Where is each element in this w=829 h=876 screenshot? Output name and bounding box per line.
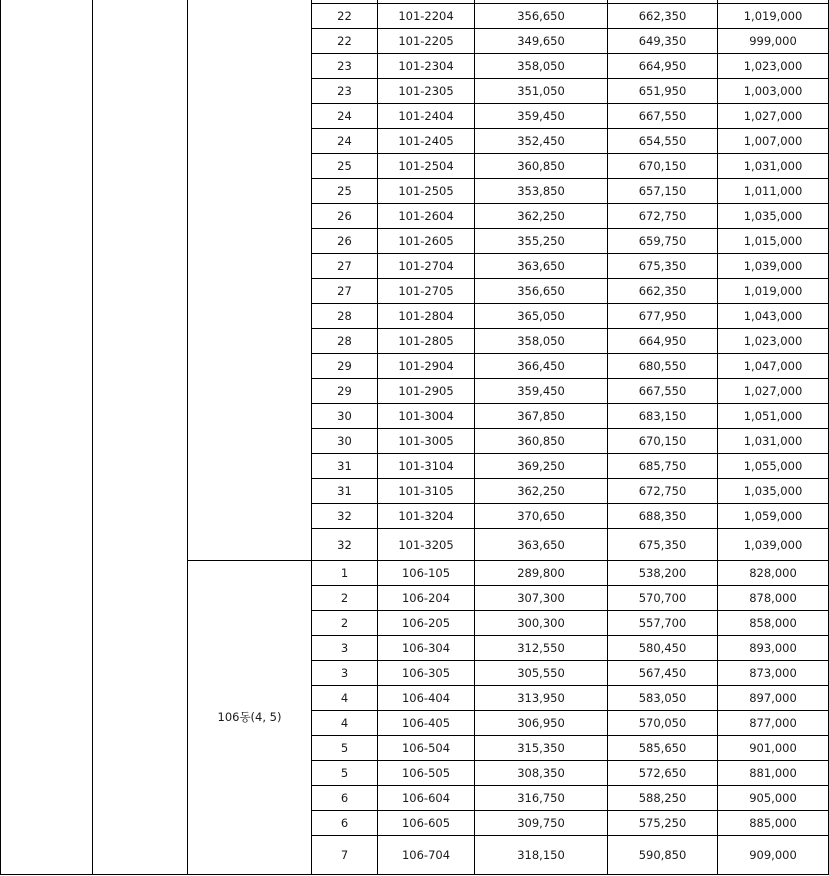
- value-cell-1: 305,550: [517, 666, 565, 680]
- unit-cell: 101-3104: [398, 459, 454, 473]
- unit-cell: 101-3005: [398, 434, 454, 448]
- unit-cell: 101-2204: [398, 9, 454, 23]
- value-cell-2: 538,200: [638, 566, 687, 580]
- value-cell-2: 664,950: [638, 59, 687, 73]
- value-cell-3: 873,000: [749, 666, 797, 680]
- value-cell-3: 905,000: [749, 791, 797, 805]
- value-cell-2: 688,350: [638, 509, 687, 523]
- value-cell-3: 1,051,000: [743, 409, 803, 423]
- value-cell-2: 651,950: [638, 84, 687, 98]
- value-cell-3: 897,000: [749, 691, 797, 705]
- value-cell-2: 580,450: [638, 641, 687, 655]
- unit-cell: 106-605: [401, 816, 451, 830]
- value-cell-2: 662,350: [638, 284, 687, 298]
- value-cell-2: 675,350: [638, 537, 687, 552]
- value-cell-3: 1,039,000: [743, 537, 803, 552]
- unit-cell: 106-704: [401, 848, 451, 862]
- unit-cell: 106-405: [401, 716, 451, 730]
- floor-cell: 23: [337, 59, 352, 73]
- value-cell-2: 664,950: [638, 334, 687, 348]
- value-cell-3: 901,000: [749, 741, 797, 755]
- value-cell-2: 654,550: [638, 134, 687, 148]
- floor-cell: 31: [337, 459, 352, 473]
- value-cell-2: 585,650: [638, 741, 687, 755]
- value-cell-2: 588,250: [638, 791, 687, 805]
- unit-cell: 101-2205: [398, 34, 454, 48]
- value-cell-1: 313,950: [517, 691, 565, 705]
- unit-cell: 101-3205: [398, 537, 454, 552]
- floor-cell: 5: [340, 766, 349, 780]
- value-cell-3: 1,023,000: [743, 334, 803, 348]
- value-cell-1: 308,350: [517, 766, 565, 780]
- floor-cell: 5: [340, 741, 349, 755]
- value-cell-2: 685,750: [638, 459, 687, 473]
- value-cell-3: 1,043,000: [743, 309, 803, 323]
- value-cell-3: 1,027,000: [743, 109, 803, 123]
- unit-cell: 101-2704: [398, 259, 454, 273]
- unit-cell: 106-105: [401, 566, 451, 580]
- unit-cell: 106-204: [401, 591, 451, 605]
- floor-cell: 29: [337, 359, 352, 373]
- unit-cell: 101-2404: [398, 109, 454, 123]
- floor-cell: 27: [337, 259, 352, 273]
- column-divider: [0, 0, 1, 875]
- value-cell-2: 575,250: [638, 816, 687, 830]
- value-cell-2: 667,550: [638, 109, 687, 123]
- floor-cell: 24: [337, 134, 352, 148]
- value-cell-1: 358,050: [517, 334, 565, 348]
- value-cell-1: 362,250: [517, 209, 565, 223]
- value-cell-2: 659,750: [638, 234, 687, 248]
- value-cell-2: 557,700: [638, 616, 687, 630]
- value-cell-1: 363,650: [517, 537, 565, 552]
- value-cell-3: 877,000: [749, 716, 797, 730]
- floor-cell: 4: [340, 716, 349, 730]
- value-cell-1: 367,850: [517, 409, 565, 423]
- floor-cell: 1: [340, 566, 349, 580]
- value-cell-2: 662,350: [638, 9, 687, 23]
- floor-cell: 2: [340, 591, 349, 605]
- value-cell-3: 885,000: [749, 816, 797, 830]
- floor-cell: 26: [337, 234, 352, 248]
- floor-cell: 25: [337, 184, 352, 198]
- column-divider: [92, 0, 93, 875]
- floor-cell: 7: [340, 848, 349, 862]
- value-cell-2: 675,350: [638, 259, 687, 273]
- unit-cell: 101-2304: [398, 59, 454, 73]
- value-cell-3: 909,000: [749, 848, 797, 862]
- unit-cell: 101-2505: [398, 184, 454, 198]
- unit-cell: 101-2705: [398, 284, 454, 298]
- unit-cell: 101-2904: [398, 359, 454, 373]
- value-cell-1: 307,300: [517, 591, 565, 605]
- value-cell-1: 370,650: [517, 509, 565, 523]
- floor-cell: 29: [337, 384, 352, 398]
- value-cell-3: 1,011,000: [743, 184, 803, 198]
- value-cell-3: 1,031,000: [743, 434, 803, 448]
- value-cell-2: 677,950: [638, 309, 687, 323]
- floor-cell: 4: [340, 691, 349, 705]
- value-cell-1: 289,800: [517, 566, 565, 580]
- unit-cell: 106-205: [401, 616, 451, 630]
- value-cell-1: 362,250: [517, 484, 565, 498]
- value-cell-1: 352,450: [517, 134, 565, 148]
- value-cell-1: 316,750: [517, 791, 565, 805]
- value-cell-1: 369,250: [517, 459, 565, 473]
- value-cell-2: 667,550: [638, 384, 687, 398]
- value-cell-3: 858,000: [749, 616, 797, 630]
- value-cell-3: 1,007,000: [743, 134, 803, 148]
- floor-cell: 25: [337, 159, 352, 173]
- floor-cell: 32: [337, 537, 352, 552]
- value-cell-2: 670,150: [638, 434, 687, 448]
- value-cell-3: 1,055,000: [743, 459, 803, 473]
- value-cell-1: 312,550: [517, 641, 565, 655]
- value-cell-2: 572,650: [638, 766, 687, 780]
- unit-cell: 101-2305: [398, 84, 454, 98]
- value-cell-2: 657,150: [638, 184, 687, 198]
- floor-cell: 22: [337, 9, 352, 23]
- floor-cell: 31: [337, 484, 352, 498]
- value-cell-1: 358,050: [517, 59, 565, 73]
- value-cell-3: 1,031,000: [743, 159, 803, 173]
- unit-cell: 101-2605: [398, 234, 454, 248]
- value-cell-1: 365,050: [517, 309, 565, 323]
- unit-cell: 101-2905: [398, 384, 454, 398]
- value-cell-2: 570,050: [638, 716, 687, 730]
- unit-cell: 101-2804: [398, 309, 454, 323]
- value-cell-1: 351,050: [517, 84, 565, 98]
- floor-cell: 30: [337, 434, 352, 448]
- floor-cell: 22: [337, 34, 352, 48]
- value-cell-1: 366,450: [517, 359, 565, 373]
- value-cell-3: 1,047,000: [743, 359, 803, 373]
- value-cell-1: 360,850: [517, 159, 565, 173]
- value-cell-1: 355,250: [517, 234, 565, 248]
- floor-cell: 2: [340, 616, 349, 630]
- value-cell-3: 999,000: [749, 34, 797, 48]
- value-cell-1: 318,150: [517, 848, 565, 862]
- value-cell-1: 353,850: [517, 184, 565, 198]
- value-cell-2: 583,050: [638, 691, 687, 705]
- floor-cell: 27: [337, 284, 352, 298]
- floor-cell: 32: [337, 509, 352, 523]
- value-cell-3: 878,000: [749, 591, 797, 605]
- unit-cell: 101-2405: [398, 134, 454, 148]
- value-cell-2: 672,750: [638, 484, 687, 498]
- value-cell-1: 349,650: [517, 34, 565, 48]
- value-cell-2: 683,150: [638, 409, 687, 423]
- value-cell-3: 1,019,000: [743, 284, 803, 298]
- unit-cell: 101-2805: [398, 334, 454, 348]
- value-cell-1: 360,850: [517, 434, 565, 448]
- value-cell-2: 680,550: [638, 359, 687, 373]
- value-cell-1: 363,650: [517, 259, 565, 273]
- value-cell-3: 1,023,000: [743, 59, 803, 73]
- unit-cell: 101-3204: [398, 509, 454, 523]
- value-cell-1: 359,450: [517, 109, 565, 123]
- value-cell-3: 1,015,000: [743, 234, 803, 248]
- value-cell-1: 300,300: [517, 616, 565, 630]
- value-cell-3: 1,039,000: [743, 259, 803, 273]
- floor-cell: 3: [340, 666, 349, 680]
- value-cell-2: 570,700: [638, 591, 687, 605]
- value-cell-2: 672,750: [638, 209, 687, 223]
- value-cell-1: 359,450: [517, 384, 565, 398]
- value-cell-3: 1,059,000: [743, 509, 803, 523]
- floor-cell: 3: [340, 641, 349, 655]
- value-cell-1: 356,650: [517, 9, 565, 23]
- value-cell-1: 309,750: [517, 816, 565, 830]
- unit-cell: 106-404: [401, 691, 451, 705]
- floor-cell: 23: [337, 84, 352, 98]
- value-cell-1: 306,950: [517, 716, 565, 730]
- value-cell-3: 1,035,000: [743, 209, 803, 223]
- value-cell-3: 1,003,000: [743, 84, 803, 98]
- value-cell-1: 315,350: [517, 741, 565, 755]
- floor-cell: 26: [337, 209, 352, 223]
- floor-cell: 28: [337, 309, 352, 323]
- value-cell-2: 567,450: [638, 666, 687, 680]
- value-cell-3: 1,019,000: [743, 9, 803, 23]
- table-bottom-border: [0, 874, 829, 875]
- value-cell-3: 881,000: [749, 766, 797, 780]
- value-cell-1: 356,650: [517, 284, 565, 298]
- value-cell-3: 1,027,000: [743, 384, 803, 398]
- unit-cell: 106-504: [401, 741, 451, 755]
- value-cell-2: 649,350: [638, 34, 687, 48]
- floor-cell: 28: [337, 334, 352, 348]
- unit-cell: 106-604: [401, 791, 451, 805]
- unit-cell: 101-3105: [398, 484, 454, 498]
- unit-cell: 101-3004: [398, 409, 454, 423]
- value-cell-2: 590,850: [638, 848, 687, 862]
- value-cell-3: 893,000: [749, 641, 797, 655]
- value-cell-2: 670,150: [638, 159, 687, 173]
- floor-cell: 6: [340, 816, 349, 830]
- unit-cell: 101-2604: [398, 209, 454, 223]
- value-cell-3: 1,035,000: [743, 484, 803, 498]
- unit-cell: 106-304: [401, 641, 451, 655]
- floor-cell: 24: [337, 109, 352, 123]
- floor-cell: 30: [337, 409, 352, 423]
- value-cell-3: 828,000: [749, 566, 797, 580]
- unit-cell: 106-305: [401, 666, 451, 680]
- unit-cell: 106-505: [401, 766, 451, 780]
- floor-cell: 6: [340, 791, 349, 805]
- building-group-label: 106동(4, 5): [217, 710, 282, 724]
- unit-cell: 101-2504: [398, 159, 454, 173]
